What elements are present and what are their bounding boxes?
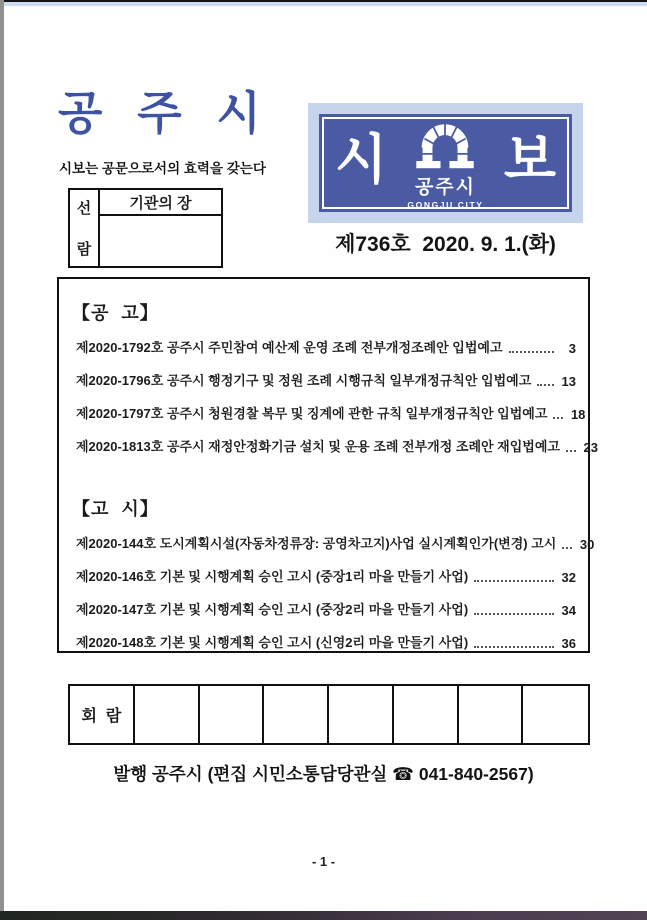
toc-item bbox=[72, 566, 576, 585]
circulation-empty-cell bbox=[135, 686, 200, 743]
toc-item-page: 34 bbox=[561, 603, 576, 618]
toc-item-page: 13 bbox=[561, 374, 576, 389]
scan-edge-top-blue bbox=[0, 2, 647, 6]
circulation-table bbox=[68, 684, 590, 745]
dot-leader bbox=[474, 580, 554, 582]
dot-leader bbox=[566, 450, 576, 452]
logo-char-bo: 보 bbox=[503, 130, 556, 190]
approval-signature-cell bbox=[100, 216, 221, 266]
dot-leader bbox=[553, 417, 563, 419]
circulation-empty-cell bbox=[523, 686, 588, 743]
approval-side-char-bottom: 람 bbox=[76, 241, 92, 258]
sibo-logo-box bbox=[308, 103, 583, 223]
toc-item-page: 18 bbox=[570, 407, 586, 422]
toc-item bbox=[72, 370, 576, 389]
toc-item-page: 3 bbox=[568, 341, 576, 356]
logo-center-emblem bbox=[407, 118, 483, 210]
dot-leader bbox=[474, 613, 554, 615]
toc-item-title: 제2020-144호 도시계획시설(자동차정류장: 공영차고지)사업 실시계획인가(변경) 고시 bbox=[76, 536, 557, 551]
toc-item bbox=[72, 533, 595, 552]
toc-item bbox=[72, 599, 576, 618]
toc-section-heading: 【고 시】 bbox=[72, 499, 159, 519]
logo-city-name-en: GONGJU CITY bbox=[407, 200, 484, 210]
toc-item-page: 30 bbox=[579, 537, 595, 552]
toc-item-title: 제2020-1797호 공주시 청원경찰 복무 및 징계에 관한 규칙 일부개정규칙안 입법예고 bbox=[76, 406, 548, 421]
toc-item bbox=[72, 403, 586, 422]
toc-item-title: 제2020-147호 기본 및 시행계획 승인 고시 (중장2리 마을 만들기 사업) bbox=[76, 602, 469, 617]
publisher-line: 발행 공주시 (편집 시민소통담당관실 ☎ 041-840-2567) bbox=[113, 764, 534, 784]
approval-main-column bbox=[100, 190, 221, 266]
circulation-empty-cell bbox=[459, 686, 524, 743]
circulation-empty-cell bbox=[200, 686, 265, 743]
table-of-contents-box bbox=[57, 277, 598, 653]
page-number: - 1 - bbox=[311, 854, 336, 869]
dot-leader bbox=[537, 384, 554, 386]
approval-routing-box bbox=[68, 188, 223, 268]
fortress-arch-icon bbox=[414, 118, 476, 175]
approval-side-label bbox=[70, 190, 100, 266]
toc-item bbox=[72, 436, 598, 455]
dot-leader bbox=[509, 351, 554, 353]
circulation-empty-cell bbox=[264, 686, 329, 743]
logo-char-si: 시 bbox=[335, 130, 388, 190]
toc-item-page: 23 bbox=[583, 440, 598, 455]
approval-header-label: 기관의 장 bbox=[100, 190, 221, 216]
toc-item bbox=[72, 337, 576, 356]
circulation-label-cell: 회 람 bbox=[70, 686, 135, 743]
toc-item-page: 36 bbox=[561, 636, 576, 651]
circulation-empty-cell bbox=[329, 686, 394, 743]
masthead-subtitle: 시보는 공문으로서의 효력을 갖는다 bbox=[59, 161, 266, 176]
toc-item-title: 제2020-148호 기본 및 시행계획 승인 고시 (신영2리 마을 만들기 사업) bbox=[76, 635, 469, 650]
sibo-logo-inner bbox=[319, 114, 572, 212]
toc-item-title: 제2020-1796호 공주시 행정기구 및 정원 조례 시행규칙 일부개정규칙안 입법예고 bbox=[76, 373, 532, 388]
toc-item-title: 제2020-1792호 공주시 주민참여 예산제 운영 조례 전부개정조례안 입법예고 bbox=[76, 340, 503, 355]
toc-section-gonggo bbox=[72, 299, 598, 455]
toc-section-gosi bbox=[72, 495, 595, 651]
approval-side-char-top: 선 bbox=[76, 200, 92, 217]
circulation-empty-cell bbox=[394, 686, 459, 743]
scan-edge-bottom bbox=[0, 911, 647, 920]
toc-item-title: 제2020-1813호 공주시 재정안정화기금 설치 및 운용 조례 전부개정 조례안 재입법예고 bbox=[76, 439, 560, 454]
toc-item-title: 제2020-146호 기본 및 시행계획 승인 고시 (중장1리 마을 만들기 사업) bbox=[76, 569, 469, 584]
logo-city-name-kr: 공주시 bbox=[414, 177, 477, 198]
toc-item bbox=[72, 632, 576, 651]
dot-leader bbox=[474, 646, 554, 648]
toc-section-heading: 【공 고】 bbox=[72, 303, 159, 323]
city-masthead-title: 공 주 시 bbox=[58, 87, 267, 139]
dot-leader bbox=[562, 547, 572, 549]
toc-item-page: 32 bbox=[561, 570, 576, 585]
issue-number-date: 제736호 2020. 9. 1.(화) bbox=[335, 233, 556, 256]
